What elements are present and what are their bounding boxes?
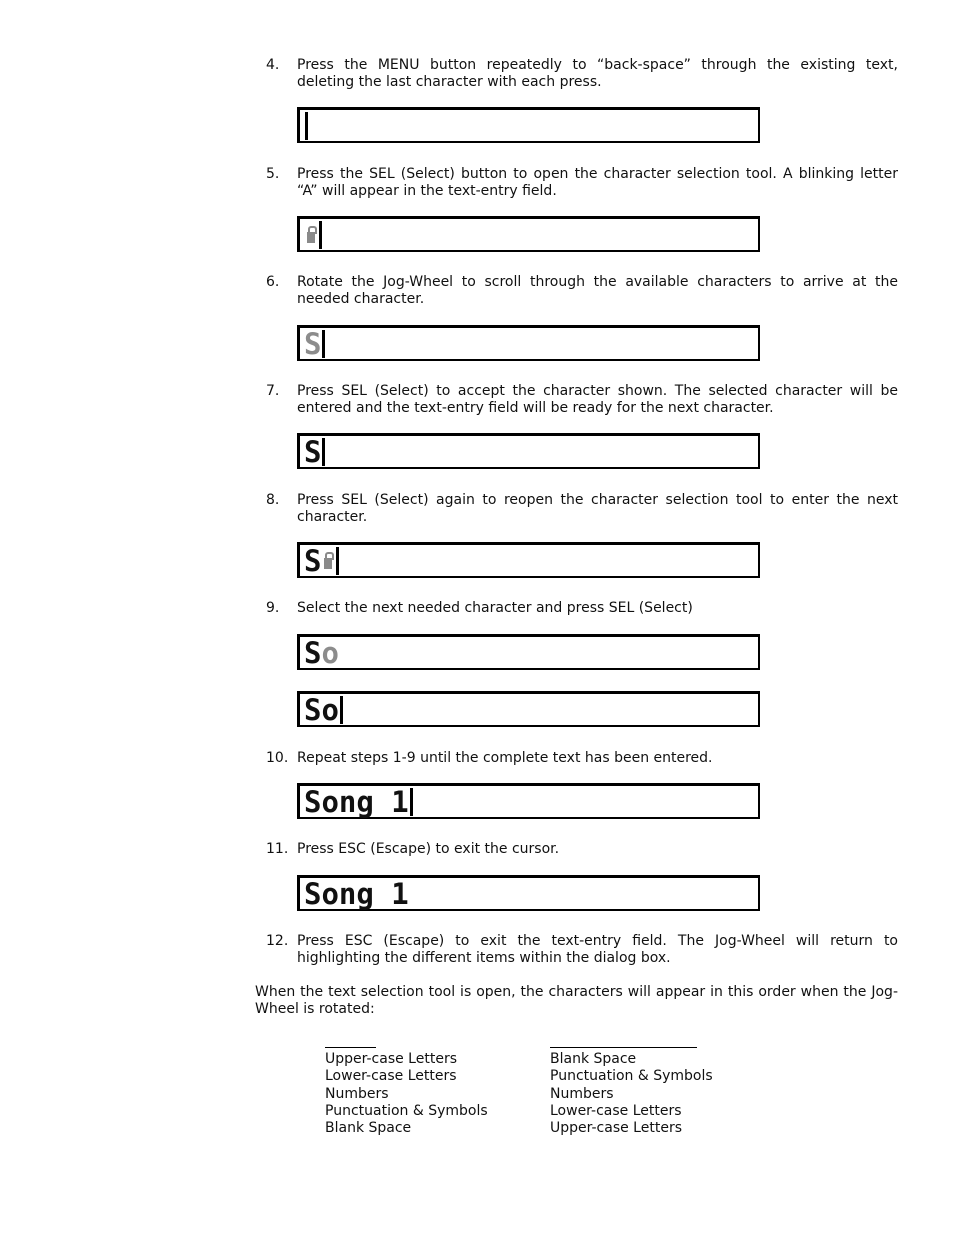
step-5 [266,166,898,200]
lcd-display-so-entered [297,691,760,727]
order-item: Blank Space [325,1120,412,1137]
step-7 [266,383,898,417]
lcd-display-s-blinking-a [297,542,760,578]
step-text: Repeat steps 1-9 until the complete text has been entered. [297,750,713,766]
lcd-text: Song 1 [304,877,409,911]
cursor-icon [322,330,325,358]
cursor-icon [410,788,413,816]
cursor-icon [322,438,325,466]
column-rule [325,1047,376,1048]
order-item: Numbers [325,1085,389,1102]
lcd-candidate-char: S [304,327,322,361]
order-item: Upper-case Letters [550,1120,682,1137]
lcd-text: S [304,544,322,578]
blinking-letter-a-icon [304,224,318,246]
order-item: Lower-case Letters [550,1102,682,1119]
lcd-text: Song 1 [304,785,409,819]
step-number: 10. [266,750,289,766]
order-column-left [325,1051,488,1137]
blinking-letter-a-icon [321,550,335,572]
lcd-candidate-char: o [321,636,339,670]
step-9 [266,600,898,617]
order-item: Punctuation & Symbols [550,1068,713,1085]
lcd-text: S [304,435,322,469]
step-number: 11. [266,841,289,857]
step-text: Press ESC (Escape) to exit the cursor. [297,841,560,857]
cursor-icon [336,547,339,575]
step-number: 7. [266,383,280,399]
order-item: Punctuation & Symbols [325,1102,488,1119]
order-column-right [550,1051,713,1137]
lcd-text: So [304,693,339,727]
order-item: Upper-case Letters [325,1051,457,1067]
lcd-display-song1 [297,875,760,911]
step-11 [266,841,898,858]
cursor-icon [319,221,322,249]
step-text: Select the next needed character and press SEL (Select) [297,600,693,616]
character-order-paragraph: When the text selection tool is open, the characters will appear in this order when the Jog-Wheel is rotated: [255,984,898,1017]
order-item: Blank Space [550,1051,637,1067]
lcd-display-so-candidate [297,634,760,670]
step-number: 9. [266,600,280,616]
lcd-display-song1-cursor [297,783,760,819]
step-number: 12. [266,933,289,949]
cursor-icon [305,112,308,140]
step-number: 4. [266,57,280,73]
cursor-icon [340,696,343,724]
step-number: 6. [266,274,280,290]
lcd-text: S [304,636,322,670]
step-text: Press the MENU button repeatedly to “back-space” through the existing text, deleting the last character with each press. [297,57,898,90]
step-12 [266,933,898,967]
step-text: Press ESC (Escape) to exit the text-entry field. The Jog-Wheel will return to highlighting the different items within the dialog box. [297,933,898,966]
step-number: 8. [266,492,280,508]
step-text: Press SEL (Select) again to reopen the character selection tool to enter the next character. [297,492,898,525]
lcd-display-s-entered [297,433,760,469]
order-item: Lower-case Letters [325,1068,457,1085]
lcd-display-empty [297,107,760,143]
step-8 [266,492,898,526]
lcd-display-blinking-a [297,216,760,252]
step-text: Rotate the Jog-Wheel to scroll through the available characters to arrive at the needed character. [297,274,898,307]
lcd-display-scroll [297,325,760,361]
step-6 [266,274,898,308]
step-4 [266,57,898,91]
step-number: 5. [266,166,280,182]
column-rule [550,1047,697,1048]
order-item: Numbers [550,1085,614,1102]
step-text: Press SEL (Select) to accept the character shown. The selected character will be entered and the text-entry field will be ready for the next character. [297,383,898,416]
step-10 [266,750,898,767]
step-text: Press the SEL (Select) button to open the character selection tool. A blinking letter “A” will appear in the text-entry field. [297,166,898,199]
